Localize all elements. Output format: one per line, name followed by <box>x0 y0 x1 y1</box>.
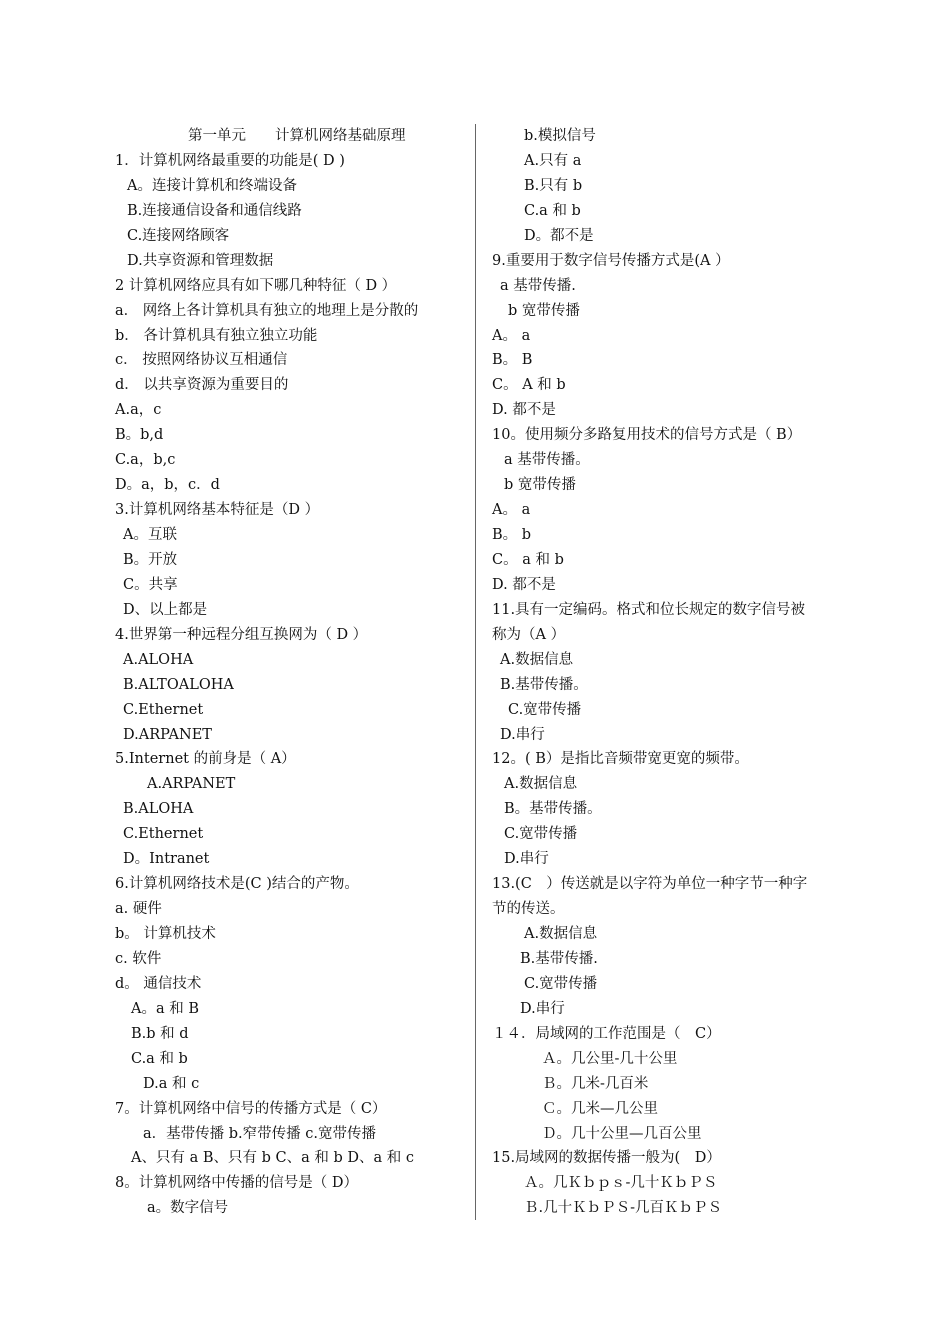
text-line: 8。计算机网络中传播的信号是（ D） <box>115 1175 358 1192</box>
text-line: Ｂ.几十ＫｂＰＳ-几百ＫｂＰＳ <box>524 1200 723 1217</box>
text-line: d． 以共享资源为重要目的 <box>115 377 289 394</box>
text-line: D. 都不是 <box>492 576 556 593</box>
text-line: D.串行 <box>500 726 545 743</box>
text-line: a. 硬件 <box>115 901 162 918</box>
text-line: b。 计算机技术 <box>115 926 216 942</box>
text-line: A.数据信息 <box>524 926 598 942</box>
text-line: C.连接网络顾客 <box>127 227 230 244</box>
text-line: b.模拟信号 <box>524 128 596 144</box>
text-line: c. 软件 <box>115 950 162 967</box>
text-line: D.共享资源和管理数据 <box>127 252 274 269</box>
text-line: 节的传送。 <box>492 901 565 918</box>
text-line: a．基带传播 b.窄带传播 c.宽带传播 <box>143 1125 376 1142</box>
text-line: 称为（A ） <box>492 626 566 643</box>
text-line: a 基带传播. <box>500 277 576 294</box>
text-line: A、只有 a B、只有 b C、a 和 b D、a 和 c <box>131 1150 414 1167</box>
text-line: b 宽带传播 <box>504 477 576 494</box>
text-line: B.基带传播。 <box>500 676 588 693</box>
text-line: D.a 和 c <box>143 1075 200 1092</box>
text-line: 15.局域网的数据传播一般为( D） <box>492 1150 721 1167</box>
text-line: A。a 和 B <box>131 1000 199 1017</box>
text-line: B。开放 <box>123 551 178 568</box>
text-line: 13.(C ）传送就是以字符为单位一种字节一种字 <box>492 876 808 893</box>
text-line: C.宽带传播 <box>524 975 598 992</box>
text-line: B.ALTOALOHA <box>123 676 234 693</box>
text-line: C。 a 和 b <box>492 551 564 568</box>
text-line: B。 B <box>492 352 533 369</box>
text-line: B.只有 b <box>524 177 583 194</box>
text-line: 2 计算机网络应具有如下哪几种特征（ D ） <box>115 277 397 294</box>
text-line: C.a 和 b <box>524 202 581 219</box>
text-line: C.Ethernet <box>123 826 204 843</box>
text-line: A.a，c <box>115 402 162 419</box>
text-line: C.宽带传播 <box>508 701 582 718</box>
text-line: B.b 和 d <box>131 1025 189 1042</box>
text-line: D。Intranet <box>123 851 210 868</box>
text-line: D.ARPANET <box>123 726 212 743</box>
left-column <box>115 124 465 1221</box>
text-line: D。a，b，c．d <box>115 477 220 494</box>
text-line: D.串行 <box>520 1000 565 1017</box>
text-line: D.串行 <box>504 851 549 868</box>
text-line: a． 网络上各计算机具有独立的地理上是分散的 <box>115 302 419 319</box>
text-line: B。b,d <box>115 427 164 444</box>
text-line: 7。计算机网络中信号的传播方式是（ C） <box>115 1100 387 1117</box>
text-line: 9.重要用于数字信号传播方式是(A ） <box>492 252 730 269</box>
text-line: 3.计算机网络基本特征是（D ） <box>115 502 320 519</box>
text-line: A.数据信息 <box>504 776 578 793</box>
text-line: B。基带传播。 <box>504 801 602 818</box>
text-line: D. 都不是 <box>492 402 556 419</box>
text-line: A。 a <box>492 502 531 519</box>
text-line: C.a 和 b <box>131 1050 188 1067</box>
text-line: c． 按照网络协议互相通信 <box>115 352 288 369</box>
text-line: a 基带传播。 <box>504 452 590 469</box>
text-line: 11.具有一定编码。格式和位长规定的数字信号被 <box>492 601 806 618</box>
text-line: C.a，b,c <box>115 452 176 469</box>
document-title: 第一单元 计算机网络基础原理 <box>188 128 406 144</box>
text-line: A.ALOHA <box>123 651 194 668</box>
column-divider <box>475 124 476 1220</box>
text-line: B.基带传播. <box>520 950 598 967</box>
text-line: C.Ethernet <box>123 701 204 718</box>
text-line: 4.世界第一种远程分组互换网为（ D ） <box>115 626 368 643</box>
text-line: B.ALOHA <box>123 801 194 818</box>
text-line: １４．局域网的工作范围是（ C） <box>492 1025 721 1042</box>
text-line: 1．计算机网络最重要的功能是( D ) <box>115 152 345 169</box>
text-line: Ｂ。几米-几百米 <box>542 1075 649 1092</box>
text-line: Ａ。几公里-几十公里 <box>542 1050 678 1067</box>
text-line: Ａ。几Ｋｂｐｓ-几十ＫｂＰＳ <box>524 1175 718 1192</box>
text-line: Ｄ。几十公里—几百公里 <box>542 1125 702 1142</box>
text-line: A。互联 <box>123 527 177 543</box>
text-line: a。数字信号 <box>147 1200 229 1217</box>
text-line: D、以上都是 <box>123 601 208 618</box>
text-line: D。都不是 <box>524 227 594 244</box>
text-line: 12。( B）是指比音频带宽更宽的频带。 <box>492 751 749 768</box>
text-line: A.只有 a <box>524 152 582 169</box>
text-line: 5.Internet 的前身是（ A） <box>115 751 296 768</box>
text-line: 6.计算机网络技术是(C )结合的产物。 <box>115 876 359 893</box>
text-line: b． 各计算机具有独立独立功能 <box>115 327 318 344</box>
text-line: B.连接通信设备和通信线路 <box>127 202 302 219</box>
text-line: C。共享 <box>123 576 178 593</box>
text-line: C.宽带传播 <box>504 826 578 843</box>
text-line: b 宽带传播 <box>508 302 580 319</box>
text-line: Ｃ。几米—几公里 <box>542 1100 658 1117</box>
text-line: 10。使用频分多路复用技术的信号方式是（ B） <box>492 427 802 444</box>
text-line: C。 A 和 b <box>492 377 566 394</box>
text-line: A.数据信息 <box>500 651 574 668</box>
text-line: A.ARPANET <box>147 776 236 793</box>
text-line: A。 a <box>492 327 531 344</box>
right-column <box>492 124 837 1221</box>
text-line: d。 通信技术 <box>115 975 202 992</box>
text-line: A。连接计算机和终端设备 <box>127 177 297 194</box>
text-line: B。 b <box>492 527 532 543</box>
